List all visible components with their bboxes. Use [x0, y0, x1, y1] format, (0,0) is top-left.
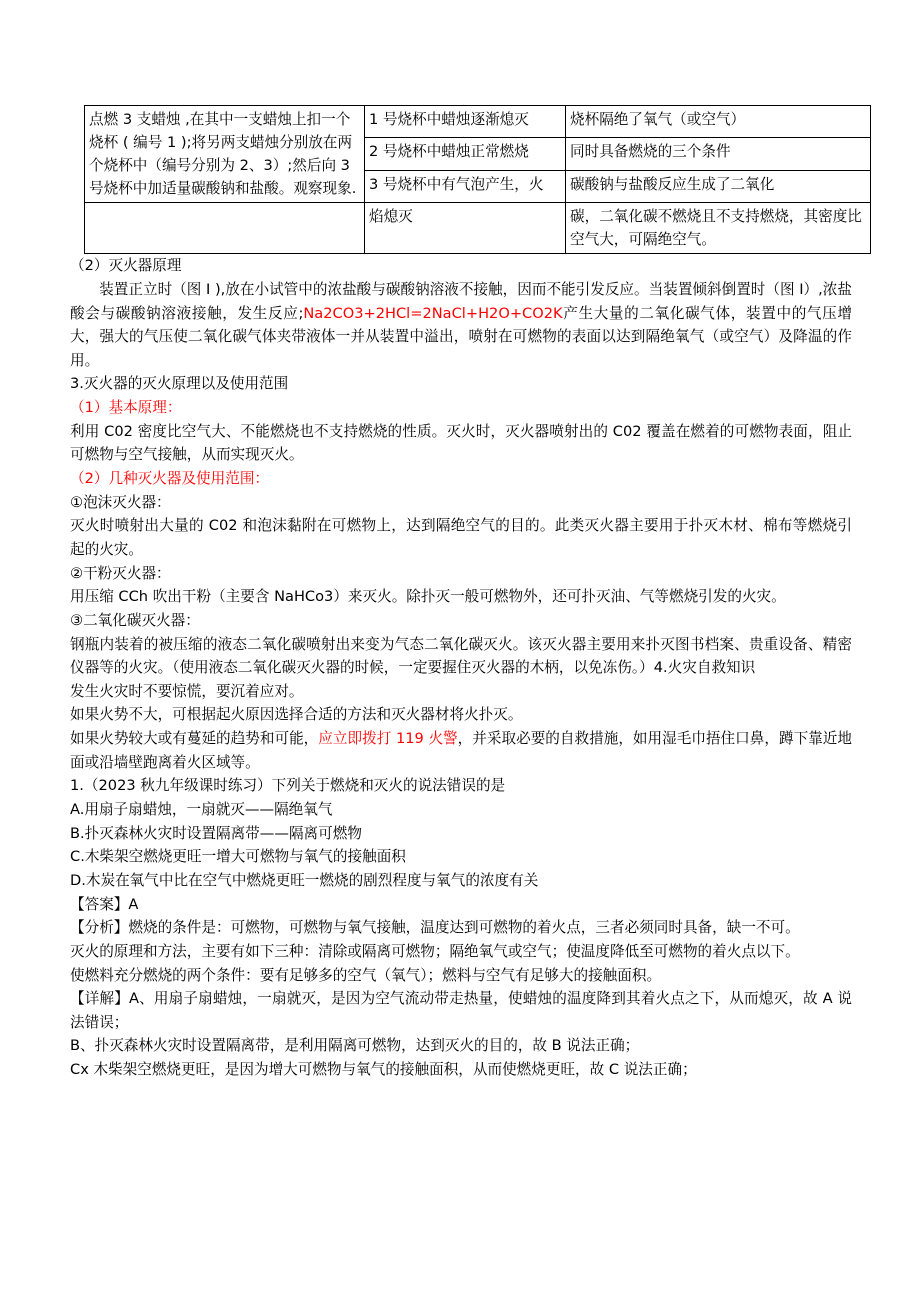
heading-section3: 3.灭火器的灭火原理以及使用范围 [70, 375, 289, 393]
emergency-number-highlight: 应立即拨打 119 火警 [318, 730, 458, 748]
table-row [85, 203, 871, 254]
analysis-body: 燃烧的条件是：可燃物，可燃物与氧气接触，温度达到可燃物的着火点，三者必须同时具备，缺一不可。 [128, 919, 800, 937]
answer-label: 【答案】A [70, 895, 139, 913]
heading-extinguisher-principle: （2）灭火器原理 [70, 257, 182, 275]
analysis-block [70, 916, 852, 940]
question-option-b: B.扑灭森林火灾时设置隔离带——隔离可燃物 [70, 824, 362, 842]
self-rescue-line3 [70, 727, 852, 774]
table-cell-phenomenon: 焰熄灭 [365, 203, 566, 254]
paragraph-basic-principle: 利用 C02 密度比空气大、不能燃烧也不支持燃烧的性质。灭火时，灭火器喷射出的 C02 覆盖在燃着的可燃物表面，阻止可燃物与空气接触，从而实现灭火。 [70, 422, 852, 464]
self-rescue-line1: 发生火灾时不要惊慌，要沉着应对。 [70, 682, 304, 700]
chemical-formula: Na2CO3+2HCl=2NaCl+H2O+CO2K [303, 304, 563, 322]
item-body-foam-extinguisher: 灭火时喷射出大量的 C02 和泡沫黏附在可燃物上，达到隔绝空气的目的。此类灭火器主要用于扑灭木材、棉布等燃烧引起的火灾。 [70, 517, 852, 558]
principle-text-part2: 产生大量的二氧化碳气体，装置中的气压增大，强大的气压使二氧化碳气体夹带液体一并从装置中溢出，喷射在可燃物的表面以达到隔绝氧气（或空气）及降温的作用。 [70, 304, 852, 369]
table-cell-conclusion: 烧杯隔绝了氧气（或空气） [566, 106, 871, 138]
table-cell-conclusion: 同时具备燃烧的三个条件 [566, 138, 871, 170]
analysis-label: 【分析】 [70, 919, 129, 937]
detail-block-b: B、扑灭森林火灾时设置隔离带，是利用隔离可燃物，达到灭火的目的，故 B 说法正确； [70, 1037, 640, 1055]
experiment-table [84, 105, 871, 254]
item-body-co2-extinguisher: 钢瓶内装着的被压缩的液态二氧化碳喷射出来变为气态二氧化碳灭火。该灭火器主要用来扑灭图书档案、贵重设备、精密仪器等的火灾。（使用液态二氧化碳灭火器的时候，一定要握住灭火器的木柄，以免冻伤。）4.火灾自救知识 [70, 635, 852, 677]
analysis-line2: 灭火的原理和方法，主要有如下三种：清除或隔离可燃物；隔绝氧气或空气；使温度降低至可燃物的着火点以下。 [70, 942, 800, 960]
subheading-basic-principle: （1）基本原理： [70, 399, 182, 417]
item-title-co2-extinguisher: ③二氧化碳灭火器： [70, 611, 200, 629]
detail-text-a: A、用扇子扇蜡烛，一扇就灭，是因为空气流动带走热量，使蜡烛的温度降到其着火点之下，从而熄灭，故 A 说法错误； [70, 990, 852, 1031]
table-cell-conclusion: 碳，二氧化碳不燃烧且不支持燃烧，其密度比空气大，可隔绝空气。 [566, 203, 871, 254]
table-cell-phenomenon: 1 号烧杯中蜡烛逐渐熄灭 [365, 106, 566, 138]
question-stem: 1.（2023 秋九年级课时练习）下列关于燃烧和灭火的说法错误的是 [70, 777, 506, 795]
item-title-dry-powder-extinguisher: ②干粉灭火器： [70, 564, 171, 582]
question-option-c: C.木柴架空燃烧更旺一增大可燃物与氧气的接触面积 [70, 848, 406, 866]
principle-text-part1: 装置正立时（图 I ),放在小试管中的浓盐酸与碳酸钠溶液不接触，因而不能引发反应。当装置倾斜倒置时（图 I）,浓盐酸会与碳酸钠溶液接触，发生反应; [70, 280, 852, 322]
subheading-extinguisher-types: （2）几种灭火器及使用范围： [70, 470, 270, 488]
table-cell-experiment: 点燃 3 支蜡烛 ,在其中一支蜡烛上扣一个烧杯 ( 编号 1 );将另两支蜡烛分别放在两个烧杯中（编号分别为 2、3）;然后向 3 号烧杯中加适量碳酸钠和盐酸。观察现象. [85, 106, 365, 203]
table-cell-phenomenon: 3 号烧杯中有气泡产生，火 [365, 170, 566, 202]
document-content [70, 105, 862, 1082]
item-title-foam-extinguisher: ①泡沫灭火器： [70, 493, 171, 511]
question-option-d: D.木炭在氧气中比在空气中燃烧更旺一燃烧的剧烈程度与氧气的浓度有关 [70, 871, 539, 889]
self-rescue-text-part2: ，并采取必要的自救措施，如用湿毛巾捂住口鼻，蹲下靠近地面或沿墙壁跑离着火区域等。 [70, 730, 852, 771]
detail-label: 【详解】 [70, 990, 130, 1008]
self-rescue-text-part1: 如果火势较大或有蔓延的趋势和可能， [70, 730, 319, 748]
table-row [85, 106, 871, 138]
detail-block-c: Cx 木柴架空燃烧更旺，是因为增大可燃物与氧气的接触面积，从而使燃烧更旺，故 C 说法正确； [70, 1061, 697, 1079]
table-cell-phenomenon: 2 号烧杯中蜡烛正常燃烧 [365, 138, 566, 170]
analysis-line3: 使燃料充分燃烧的两个条件：要有足够多的空气（氧气）；燃料与空气有足够大的接触面积。 [70, 966, 662, 984]
item-body-dry-powder-extinguisher: 用压缩 CCh 吹出干粉（主要含 NaHCo3）来灭火。除扑灭一般可燃物外，还可扑灭油、气等燃烧引发的火灾。 [70, 588, 786, 606]
table-cell-conclusion: 碳酸钠与盐酸反应生成了二氧化 [566, 170, 871, 202]
paragraph-extinguisher-principle [70, 278, 852, 373]
self-rescue-line2: 如果火势不大，可根据起火原因选择合适的方法和灭火器材将火扑灭。 [70, 706, 523, 724]
detail-block-a [70, 987, 852, 1034]
question-option-a: A.用扇子扇蜡烛，一扇就灭——隔绝氧气 [70, 801, 333, 819]
table-cell-empty [85, 203, 365, 254]
